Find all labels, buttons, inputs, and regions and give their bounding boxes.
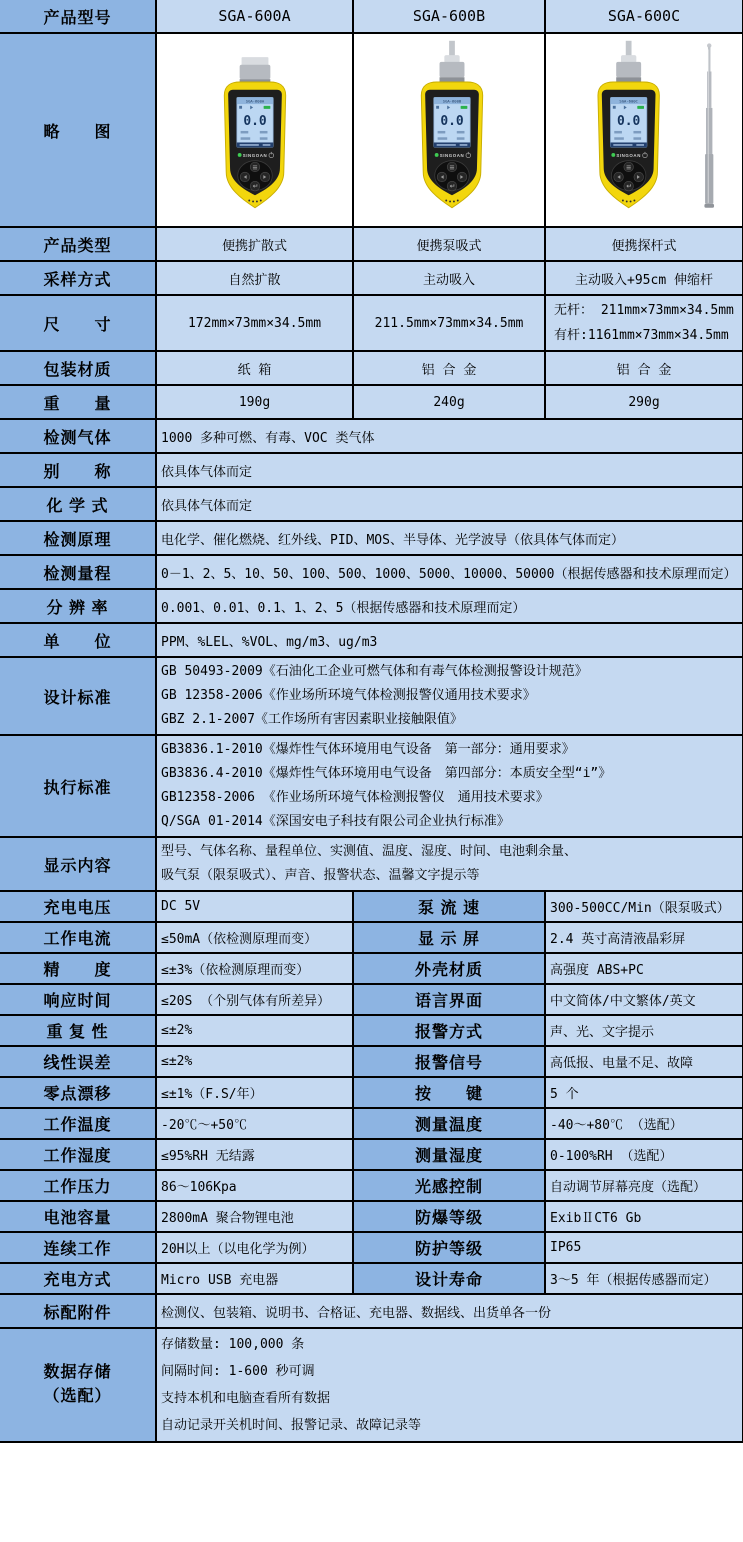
table-row — [0, 1077, 743, 1108]
spec-value-cell: 依具体气体而定 — [156, 487, 743, 521]
screen-reading-value: 0.0 — [616, 114, 641, 130]
brand-text: SINGOAN — [242, 152, 268, 158]
spec-value-cell: 172mm×73mm×34.5mm — [156, 295, 353, 351]
table-row — [0, 589, 743, 623]
table-row — [0, 385, 743, 419]
keypad — [238, 161, 273, 191]
row-label: 零点漂移 — [0, 1077, 156, 1108]
text-line: Q/SGA 01-2014《深国安电子科技有限公司企业执行标准》 — [161, 814, 510, 829]
spec-value-cell: 211.5mm×73mm×34.5mm — [353, 295, 545, 351]
row-label: 产品型号 — [0, 0, 156, 33]
table-row — [0, 487, 743, 521]
row-label: 化 学 式 — [0, 487, 156, 521]
text-line: GB12358-2006 《作业场所环境气体检测报警仪 通用技术要求》 — [161, 790, 549, 805]
model-header-cell: SGA-600C — [545, 0, 743, 33]
row-label: 尺 寸 — [0, 295, 156, 351]
menu-button — [250, 162, 260, 172]
spec-value-cell: 高低报、电量不足、故障 — [545, 1046, 743, 1077]
row-label: 按 键 — [353, 1077, 545, 1108]
model-header-cell: SGA-600A — [156, 0, 353, 33]
spec-value-cell: 86～106Kpa — [156, 1170, 353, 1201]
battery-icon — [264, 106, 271, 109]
spec-value-cell: 240g — [353, 385, 545, 419]
product-image-cell — [545, 33, 743, 227]
table-row — [0, 1263, 743, 1294]
row-label: 别 称 — [0, 453, 156, 487]
spec-value-cell: 检测仪、包装箱、说明书、合格证、充电器、数据线、出货单各一份 — [156, 1294, 743, 1328]
table-row — [0, 453, 743, 487]
row-label: 分 辨 率 — [0, 589, 156, 623]
spec-value-cell: 声、光、文字提示 — [545, 1015, 743, 1046]
spec-value-cell: 1000 多种可燃、有毒、VOC 类气体 — [156, 419, 743, 453]
row-label: 略 图 — [0, 33, 156, 227]
table-row — [0, 555, 743, 589]
spec-value-cell: 主动吸入+95cm 伸缩杆 — [545, 261, 743, 295]
screen-model-text: SGA-600A — [245, 98, 265, 104]
table-row — [0, 1201, 743, 1232]
row-label: 工作湿度 — [0, 1139, 156, 1170]
table-row — [0, 1328, 743, 1442]
product-image-cell — [353, 33, 545, 227]
row-label: 充电方式 — [0, 1263, 156, 1294]
row-label: 包装材质 — [0, 351, 156, 385]
spec-value-cell: Micro USB 充电器 — [156, 1263, 353, 1294]
table-row — [0, 984, 743, 1015]
spec-value-cell: 190g — [156, 385, 353, 419]
row-label: 设计标准 — [0, 657, 156, 735]
table-row — [0, 891, 743, 922]
spec-value-cell: DC 5V — [156, 891, 353, 922]
spec-value-cell — [545, 295, 743, 351]
row-label: 充电电压 — [0, 891, 156, 922]
text-line: 自动记录开关机时间、报警记录、故障记录等 — [161, 1418, 422, 1433]
table-row — [0, 922, 743, 953]
row-label: 线性误差 — [0, 1046, 156, 1077]
row-label: 泵 流 速 — [353, 891, 545, 922]
text-line: 型号、气体名称、量程单位、实测值、温度、湿度、时间、电池剩余量、 — [161, 844, 578, 859]
spec-value-cell: 自然扩散 — [156, 261, 353, 295]
table-row — [0, 521, 743, 555]
keypad — [435, 161, 470, 191]
spec-value-cell: 20H以上（以电化学为例） — [156, 1232, 353, 1263]
sensor-inlet-icon — [240, 57, 271, 83]
row-label: 设计寿命 — [353, 1263, 545, 1294]
table-row — [0, 1108, 743, 1139]
row-label: 工作电流 — [0, 922, 156, 953]
text-line: 支持本机和电脑查看所有数据 — [161, 1391, 331, 1406]
product-image-cell — [156, 33, 353, 227]
spec-value-cell: IP65 — [545, 1232, 743, 1263]
row-label: 防护等级 — [353, 1232, 545, 1263]
spec-value-cell: 高强度 ABS+PC — [545, 953, 743, 984]
spec-value-cell: 2800mA 聚合物锂电池 — [156, 1201, 353, 1232]
spec-value-cell: ≤50mA（依检测原理而变） — [156, 922, 353, 953]
spec-value-cell — [156, 657, 743, 735]
table-row — [0, 1139, 743, 1170]
text-line: 有杆:1161mm×73mm×34.5mm — [554, 328, 729, 343]
text-line: GB 12358-2006《作业场所环境气体检测报警仪通用技术要求》 — [161, 688, 536, 703]
row-label: 执行标准 — [0, 735, 156, 837]
menu-button — [447, 162, 457, 172]
spec-value-cell: 2.4 英寸高清液晶彩屏 — [545, 922, 743, 953]
row-label: 检测气体 — [0, 419, 156, 453]
spec-value-cell: 铝 合 金 — [545, 351, 743, 385]
spec-value-cell: PPM、%LEL、%VOL、mg/m3、ug/m3 — [156, 623, 743, 657]
device-illustration-probe-rod-detector — [550, 37, 738, 223]
lcd-screen — [610, 97, 646, 147]
text-line: 吸气泵（限泵吸式）、声音、报警状态、温馨文字提示等 — [161, 868, 480, 883]
status-led — [611, 153, 615, 157]
row-label: 标配附件 — [0, 1294, 156, 1328]
spec-value-cell: 自动调节屏幕亮度（选配） — [545, 1170, 743, 1201]
text-line: GB3836.4-2010《爆炸性气体环境用电气设备 第四部分：本质安全型“i”》 — [161, 766, 612, 781]
model-header-cell: SGA-600B — [353, 0, 545, 33]
spec-value-cell: ≤±1%（F.S/年） — [156, 1077, 353, 1108]
screen-model-text: SGA-600B — [442, 98, 462, 104]
battery-icon — [637, 106, 644, 109]
table-row — [0, 351, 743, 385]
row-label: 响应时间 — [0, 984, 156, 1015]
table-row — [0, 261, 743, 295]
row-label: 精 度 — [0, 953, 156, 984]
status-led — [435, 153, 439, 157]
row-label: 光感控制 — [353, 1170, 545, 1201]
row-label: 测量湿度 — [353, 1139, 545, 1170]
table-row — [0, 295, 743, 351]
row-label: 显 示 屏 — [353, 922, 545, 953]
table-row — [0, 33, 743, 227]
spec-value-cell: 主动吸入 — [353, 261, 545, 295]
spec-value-cell: 0－1、2、5、10、50、100、500、1000、5000、10000、50000（根据传感器和技术原理而定） — [156, 555, 743, 589]
sensor-inlet-icon — [616, 41, 641, 82]
row-label: 连续工作 — [0, 1232, 156, 1263]
row-label: 检测原理 — [0, 521, 156, 555]
row-label: 外壳材质 — [353, 953, 545, 984]
row-label: 采样方式 — [0, 261, 156, 295]
menu-button — [624, 162, 634, 172]
text-line: GB 50493-2009《石油化工企业可燃气体和有毒气体检测报警设计规范》 — [161, 664, 588, 679]
table-row — [0, 1170, 743, 1201]
table-row — [0, 419, 743, 453]
row-label: 报警信号 — [353, 1046, 545, 1077]
table-row — [0, 1046, 743, 1077]
row-label: 工作压力 — [0, 1170, 156, 1201]
battery-icon — [461, 106, 468, 109]
table-row — [0, 1232, 743, 1263]
spec-value-cell: 便携探杆式 — [545, 227, 743, 261]
table-row — [0, 657, 743, 735]
spec-value-cell: -20℃～+50℃ — [156, 1108, 353, 1139]
spec-value-cell — [156, 1328, 743, 1442]
spec-value-cell: 便携泵吸式 — [353, 227, 545, 261]
text-line: GB3836.1-2010《爆炸性气体环境用电气设备 第一部分：通用要求》 — [161, 742, 575, 757]
brand-text: SINGOAN — [439, 152, 465, 158]
lcd-screen — [434, 97, 470, 147]
spec-value-cell: 5 个 — [545, 1077, 743, 1108]
text-line: 无杆： 211mm×73mm×34.5mm — [554, 303, 734, 318]
telescopic-rod — [704, 43, 714, 207]
device-illustration-pump-detector — [358, 37, 545, 223]
row-label: 报警方式 — [353, 1015, 545, 1046]
spec-value-cell: 铝 合 金 — [353, 351, 545, 385]
row-label: 检测量程 — [0, 555, 156, 589]
table-row — [0, 837, 743, 891]
spec-value-cell: 0.001、0.01、0.1、1、2、5（根据传感器和技术原理而定） — [156, 589, 743, 623]
row-label: 测量温度 — [353, 1108, 545, 1139]
text-line: 存储数量: 100,000 条 — [161, 1337, 305, 1352]
spec-value-cell — [156, 735, 743, 837]
table-row — [0, 0, 743, 33]
row-label: 重 量 — [0, 385, 156, 419]
spec-value-cell: 3～5 年（根据传感器而定） — [545, 1263, 743, 1294]
spec-value-cell: ExibⅡCT6 Gb — [545, 1201, 743, 1232]
row-label: 防爆等级 — [353, 1201, 545, 1232]
row-label: 电池容量 — [0, 1201, 156, 1232]
spec-value-cell: ≤20S （个别气体有所差异） — [156, 984, 353, 1015]
screen-model-text: SGA-600C — [619, 98, 638, 104]
status-led — [238, 153, 242, 157]
table-row — [0, 1294, 743, 1328]
text-line: 数据存储 — [43, 1364, 112, 1381]
spec-value-cell: 0-100%RH （选配） — [545, 1139, 743, 1170]
table-row — [0, 623, 743, 657]
table-row — [0, 953, 743, 984]
spec-value-cell: 纸 箱 — [156, 351, 353, 385]
row-label: 语言界面 — [353, 984, 545, 1015]
spec-value-cell: ≤±2% — [156, 1015, 353, 1046]
row-label: 显示内容 — [0, 837, 156, 891]
device-illustration-diffusion-detector — [161, 37, 349, 223]
spec-value-cell — [156, 837, 743, 891]
sensor-inlet-icon — [440, 41, 465, 82]
row-label: 重 复 性 — [0, 1015, 156, 1046]
spec-value-cell: ≤±2% — [156, 1046, 353, 1077]
lcd-screen — [237, 97, 273, 147]
spec-value-cell: 300-500CC/Min（限泵吸式） — [545, 891, 743, 922]
text-line: （选配） — [43, 1388, 112, 1405]
screen-reading-value: 0.0 — [440, 114, 464, 130]
row-label: 产品类型 — [0, 227, 156, 261]
brand-text: SINGOAN — [616, 152, 641, 158]
spec-value-cell: -40～+80℃ （选配） — [545, 1108, 743, 1139]
spec-value-cell: 290g — [545, 385, 743, 419]
row-label: 单 位 — [0, 623, 156, 657]
table-row — [0, 735, 743, 837]
table-row — [0, 1015, 743, 1046]
spec-value-cell: ≤±3%（依检测原理而变） — [156, 953, 353, 984]
text-line: GBZ 2.1-2007《工作场所有害因素职业接触限值》 — [161, 712, 463, 727]
row-label — [0, 1328, 156, 1442]
spec-value-cell: ≤95%RH 无结露 — [156, 1139, 353, 1170]
keypad — [611, 161, 646, 191]
text-line: 间隔时间: 1-600 秒可调 — [161, 1364, 315, 1379]
spec-value-cell: 中文简体/中文繁体/英文 — [545, 984, 743, 1015]
table-row — [0, 227, 743, 261]
spec-value-cell: 依具体气体而定 — [156, 453, 743, 487]
row-label: 工作温度 — [0, 1108, 156, 1139]
spec-value-cell: 便携扩散式 — [156, 227, 353, 261]
screen-reading-value: 0.0 — [243, 114, 267, 130]
spec-value-cell: 电化学、催化燃烧、红外线、PID、MOS、半导体、光学波导（依具体气体而定） — [156, 521, 743, 555]
